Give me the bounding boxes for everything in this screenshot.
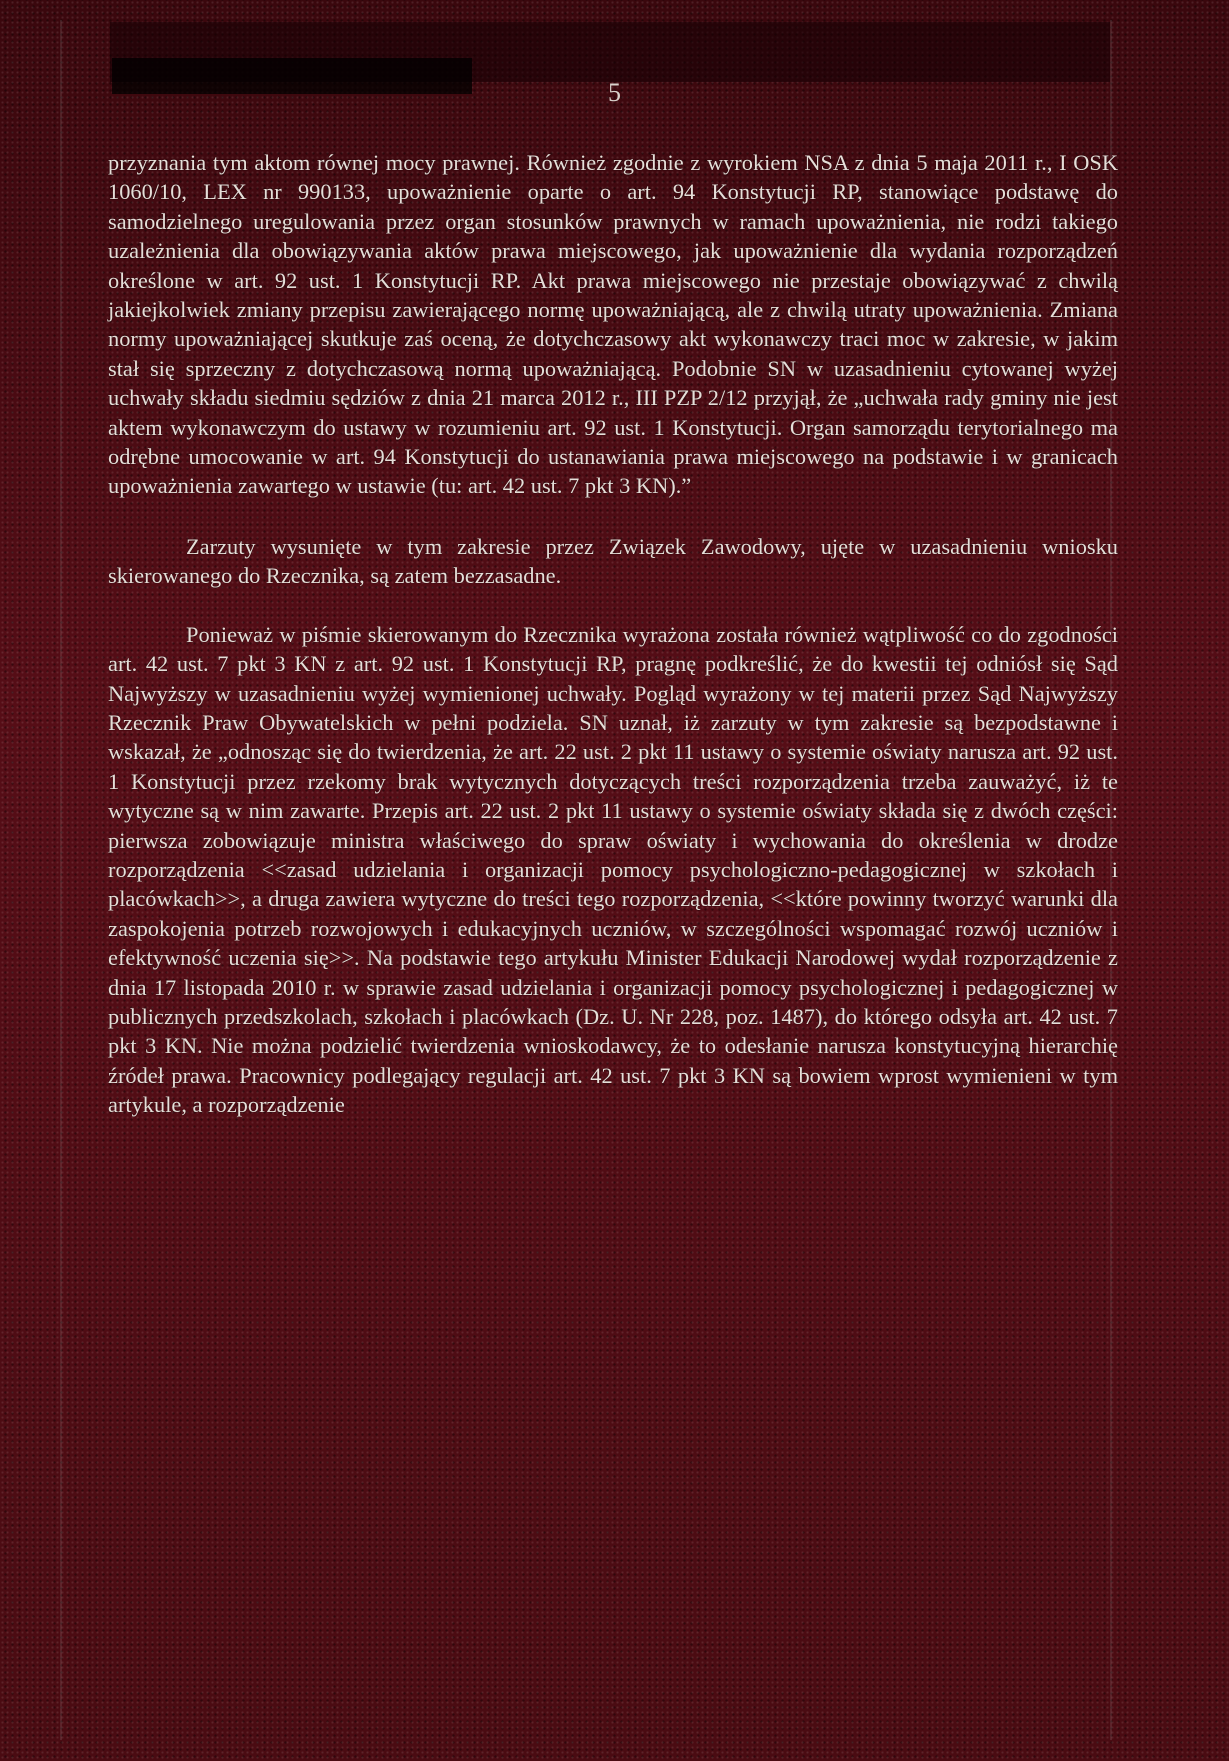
scan-edge-left bbox=[60, 20, 62, 1740]
paragraph-2: Zarzuty wysunięte w tym zakresie przez Związek Zawodowy, ujęte w uzasadnieniu wniosku skierowanego do Rzecznika, są zatem bezzasadne. bbox=[108, 533, 1118, 589]
paragraph-3: Ponieważ w piśmie skierowanym do Rzecznika wyrażona została również wątpliwość co do zgodności art. 42 ust. 7 pkt 3 KN z art. 92 ust. 1 Konstytucji RP, pragnę podkreślić, że do kwestii tej odniósł się Sąd Najwyższy w uzasadnieniu wyżej wymienionej uchwały. Pogląd wyrażony w tej materii przez Sąd Najwyższy Rzecznik Praw Obywatelskich w pełni podziela. SN uznał, iż zarzuty w tym zakresie są bezpodstawne i wskazał, że „odnosząc się do twierdzenia, że art. 22 ust. 2 pkt 11 ustawy o systemie oświaty narusza art. 92 ust. 1 Konstytucji przez rzekomy brak wytycznych dotyczących treści rozporządzenia trzeba zauważyć, iż te wytyczne są w nim zawarte. Przepis art. 22 ust. 2 pkt 11 ustawy o systemie oświaty składa się z dwóch części: pierwsza zobowiązuje ministra właściwego do spraw oświaty i wychowania do określenia w drodze rozporządzenia <<zasad udzielania i organizacji pomocy psychologiczno-pedagogicznej w szkołach i placówkach>>, a druga zawiera wytyczne do treści tego rozporządzenia, <<które powinny tworzyć warunki dla zaspokojenia potrzeb rozwojowych i edukacyjnych uczniów, w szczególności wspomagać rozwój uczniów i efektywność uczenia się>>. Na podstawie tego artykułu Minister Edukacji Narodowej wydał rozporządzenie z dnia 17 listopada 2010 r. w sprawie zasad udzielania i organizacji pomocy psychologicznej i pedagogicznej w publicznych przedszkolach, szkołach i placówkach (Dz. U. Nr 228, poz. 1487), do którego odsyła art. 42 ust. 7 pkt 3 KN. Nie można podzielić twierdzenia wnioskodawcy, że to odesłanie narusza konstytucyjną hierarchię źródeł prawa. Pracownicy podlegający regulacji art. 42 ust. 7 pkt 3 KN są bowiem wprost wymienieni w tym artykule, a rozporządzenie bbox=[108, 621, 1118, 1118]
page-number: 5 bbox=[608, 78, 621, 107]
paragraph-1: przyznania tym aktom równej mocy prawnej. Również zgodnie z wyrokiem NSA z dnia 5 maja 2011 r., I OSK 1060/10, LEX nr 990133, upoważnienie oparte o art. 94 Konstytucji RP, stanowiące podstawę do samodzielnego uregulowania przez organ stosunków prawnych w ramach upoważnienia, nie rodzi takiego uzależnienia dla obowiązywania aktów prawa miejscowego, jak upoważnienie dla wydania rozporządzeń określone w art. 92 ust. 1 Konstytucji RP. Akt prawa miejscowego nie przestaje obowiązywać z chwilą jakiejkolwiek zmiany przepisu zawierającego normę upoważniającą, ale z chwilą utraty upoważnienia. Zmiana normy upoważniającej skutkuje zaś oceną, że dotychczasowy akt wykonawczy traci moc w zakresie, w jakim stał się sprzeczny z dotychczasową normą upoważniającą. Podobnie SN w uzasadnieniu cytowanej wyżej uchwały składu siedmiu sędziów z dnia 21 marca 2012 r., III PZP 2/12 przyjął, że „uchwała rady gminy nie jest aktem wykonawczym do ustawy w rozumieniu art. 92 ust. 1 Konstytucji. Organ samorządu terytorialnego ma odrębne umocowanie w art. 94 Konstytucji do ustanawiania prawa miejscowego na podstawie i w granicach upoważnienia zawartego w ustawie (tu: art. 42 ust. 7 pkt 3 KN).” bbox=[108, 150, 1118, 499]
document-body bbox=[108, 148, 1118, 1120]
